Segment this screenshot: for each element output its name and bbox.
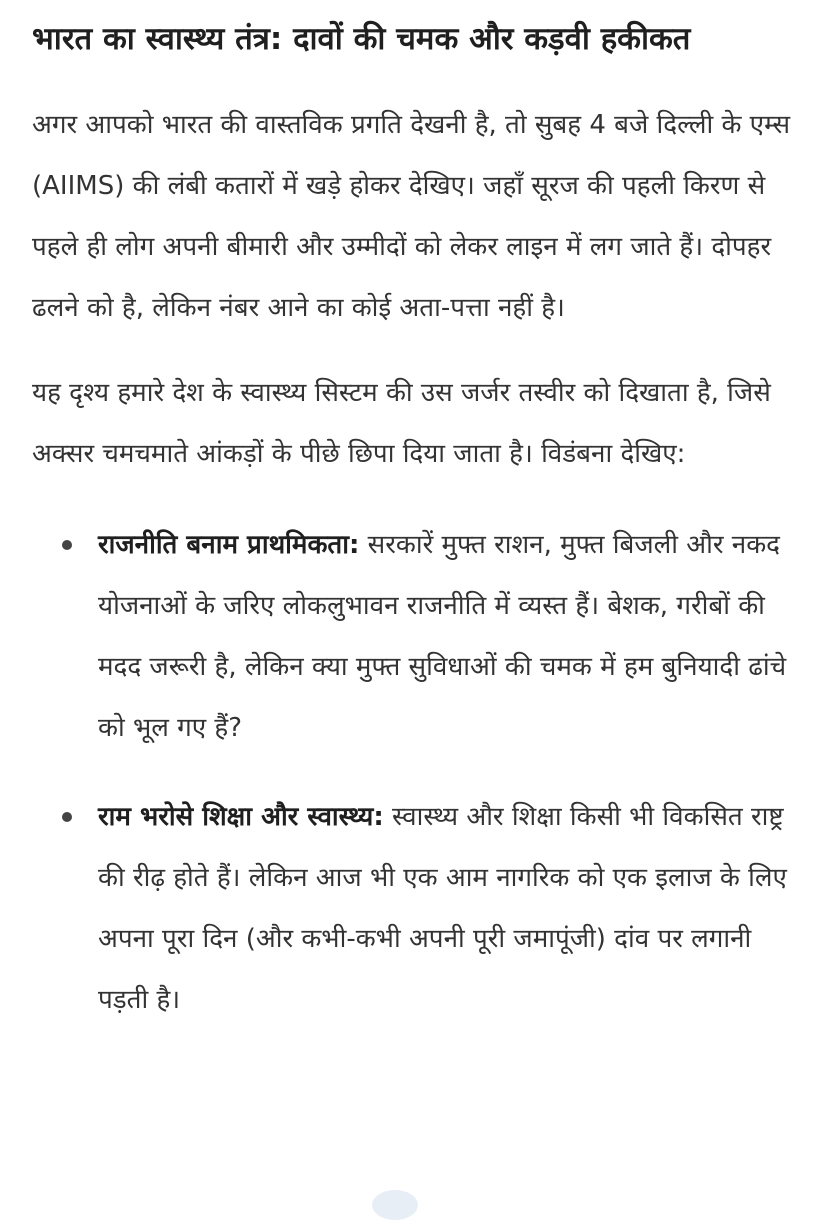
bullet-dot-icon bbox=[62, 540, 72, 550]
list-item-text: सरकारें मुफ्त राशन, मुफ्त बिजली और नकद योजनाओं के जरिए लोकलुभावन राजनीति में व्यस्त हैं। बेशक, गरीबों की मदद जरूरी है, लेकिन क्या मुफ्त सुविधाओं की चमक में हम बुनियादी ढांचे को भूल गए हैं? bbox=[98, 530, 787, 743]
list-item-heading: राजनीति बनाम प्राथमिकता: bbox=[98, 530, 360, 560]
list-item-heading: राम भरोसे शिक्षा और स्वास्थ्य: bbox=[98, 802, 384, 832]
article-paragraph-1: अगर आपको भारत की वास्तविक प्रगति देखनी है, तो सुबह 4 बजे दिल्ली के एम्स (AIIMS) की लंबी कतारों में खड़े होकर देखिए। जहाँ सूरज की पहली किरण से पहले ही लोग अपनी बीमारी और उम्मीदों को लेकर लाइन में लग जाते हैं। दोपहर ढलने को है, लेकिन नंबर आने का कोई अता-पत्ता नहीं है। bbox=[32, 110, 791, 323]
article-paragraph-2: यह दृश्य हमारे देश के स्वास्थ्य सिस्टम की उस जर्जर तस्वीर को दिखाता है, जिसे अक्सर चमचमाते आंकड़ों के पीछे छिपा दिया जाता है। विडंबना देखिए: bbox=[32, 378, 771, 469]
article-title: भारत का स्वास्थ्य तंत्र: दावों की चमक और कड़वी हकीकत bbox=[32, 21, 691, 57]
list-item bbox=[98, 515, 797, 759]
article-bullet-list bbox=[32, 515, 797, 1031]
bullet-dot-icon bbox=[62, 812, 72, 822]
list-item bbox=[98, 787, 797, 1031]
list-item-text: स्वास्थ्य और शिक्षा किसी भी विकसित राष्ट्र की रीढ़ होते हैं। लेकिन आज भी एक आम नागरिक को एक इलाज के लिए अपना पूरा दिन (और कभी-कभी अपनी पूरी जमापूंजी) दांव पर लगानी पड़ती है। bbox=[98, 802, 787, 1015]
scroll-indicator bbox=[372, 1190, 418, 1220]
